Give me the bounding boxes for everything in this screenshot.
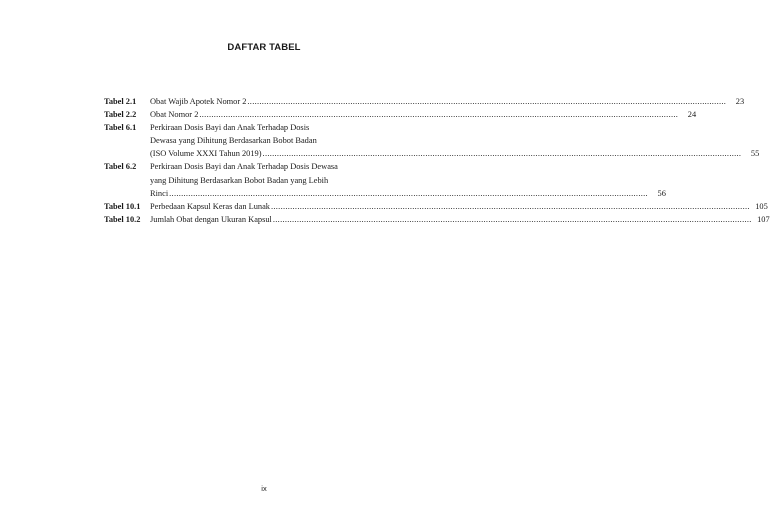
page-number: ix — [261, 484, 267, 493]
toc-entry-label: Tabel 2.1 — [104, 97, 137, 106]
table-list — [104, 95, 770, 226]
toc-entry-page: 23 — [735, 97, 745, 106]
toc-entry-title: Perkiraan Dosis Bayi dan Anak Terhadap Dosis Dewasa — [150, 162, 338, 172]
toc-entry-page: 24 — [687, 110, 697, 120]
toc-entry-label: Tabel 10.1 — [104, 201, 141, 211]
toc-entry — [104, 213, 770, 226]
toc-entry-page: 105 — [755, 201, 768, 211]
dot-leader: ........................................................................................................................................................................................................ — [247, 97, 727, 106]
dot-leader: ........................................................................................................................................................................................................ — [271, 201, 750, 211]
toc-entry-label: Tabel 6.2 — [104, 162, 137, 172]
toc-entry — [104, 108, 697, 121]
toc-entry-title: Rinci — [150, 188, 169, 198]
toc-entry-page: 55 — [750, 149, 760, 159]
toc-entry-page: 107 — [757, 214, 770, 224]
toc-entry-title: Perbedaan Kapsul Keras dan Lunak — [150, 201, 270, 211]
dot-leader: ........................................................................................................................................................................................................ — [262, 149, 742, 159]
toc-entry-title: Jumlah Obat dengan Ukuran Kapsul — [150, 214, 272, 224]
toc-entry — [104, 95, 745, 108]
toc-entry-title: Dewasa yang Dihitung Berdasarkan Bobot Badan — [150, 136, 317, 146]
toc-entry-title: Obat Wajib Apotek Nomor 2 — [150, 97, 247, 106]
toc-entry — [104, 200, 768, 213]
toc-entry-title: (ISO Volume XXXI Tahun 2019) — [150, 149, 262, 159]
toc-entry-title: Obat Nomor 2 — [150, 110, 199, 120]
page-title: DAFTAR TABEL — [227, 42, 301, 53]
dot-leader: ........................................................................................................................................................................................................ — [169, 188, 648, 198]
toc-entry-page: 56 — [657, 188, 666, 198]
toc-entry-title: Perkiraan Dosis Bayi dan Anak Terhadap Dosis — [150, 123, 310, 133]
toc-entry — [104, 121, 760, 160]
toc-entry-title: yang Dihitung Berdasarkan Bobot Badan yang Lebih — [150, 175, 329, 185]
dot-leader: ........................................................................................................................................................................................................ — [272, 214, 752, 224]
toc-entry-label: Tabel 6.1 — [104, 123, 137, 133]
toc-entry-label: Tabel 2.2 — [104, 110, 137, 120]
toc-entry — [104, 160, 666, 199]
toc-entry-label: Tabel 10.2 — [104, 214, 141, 224]
dot-leader: ........................................................................................................................................................................................................ — [199, 110, 679, 120]
